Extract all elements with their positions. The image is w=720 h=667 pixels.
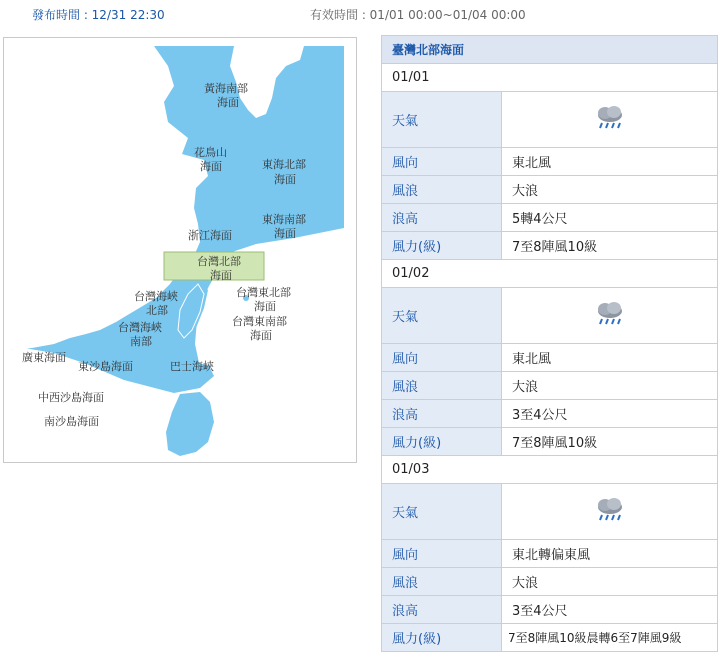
cloud-rain-icon	[593, 300, 627, 328]
sea-area-map	[3, 37, 357, 463]
map-label-yellow-sea-south-1: 黃海南部	[204, 82, 248, 95]
map-label-nansha: 南沙島海面	[44, 415, 99, 428]
weather-cell	[502, 92, 718, 148]
map-label-ecs-south-1: 東海南部	[262, 213, 306, 226]
valid-time: 有效時間 : 01/01 00:00~01/04 00:00	[310, 8, 526, 22]
map-label-strait-south-1: 台灣海峽	[118, 321, 162, 334]
weather-label: 天氣	[382, 484, 502, 540]
wind-force-label: 風力(級)	[382, 624, 502, 652]
wind-force-value: 7至8陣風10級	[502, 428, 718, 456]
map-label-bashi: 巴士海峽	[170, 360, 214, 373]
map-label-guangdong: 廣東海面	[22, 351, 66, 364]
header-bar	[0, 0, 720, 30]
map-label-tw-southeast-2: 海面	[250, 329, 272, 342]
map-label-huaniao-2: 海面	[200, 160, 222, 173]
map-label-dongsha: 東沙島海面	[78, 360, 133, 373]
wave-value: 大浪	[502, 372, 718, 400]
weather-cell	[502, 288, 718, 344]
wind-force-value: 7至8陣風10級晨轉6至7陣風9級	[502, 624, 718, 652]
day-date: 01/01	[382, 64, 718, 92]
map-label-strait-north-1: 台灣海峽	[134, 290, 178, 303]
forecast-table	[381, 35, 718, 652]
wave-label: 風浪	[382, 568, 502, 596]
wave-label: 風浪	[382, 372, 502, 400]
weather-label: 天氣	[382, 92, 502, 148]
map-label-tw-northeast-2: 海面	[254, 300, 276, 313]
map-label-tw-north-2: 海面	[210, 269, 232, 282]
map-label-tw-southeast-1: 台灣東南部	[232, 315, 287, 328]
day-date: 01/03	[382, 456, 718, 484]
wind-force-label: 風力(級)	[382, 428, 502, 456]
wind-dir-value: 東北轉偏東風	[502, 540, 718, 568]
wave-height-value: 3至4公尺	[502, 400, 718, 428]
map-label-tw-northeast-1: 台灣東北部	[236, 286, 291, 299]
weather-label: 天氣	[382, 288, 502, 344]
wind-dir-label: 風向	[382, 148, 502, 176]
wind-dir-value: 東北風	[502, 344, 718, 372]
map-label-ecs-north-2: 海面	[274, 173, 296, 186]
wave-height-value: 3至4公尺	[502, 596, 718, 624]
map-label-zhongxisha: 中西沙島海面	[38, 391, 104, 404]
map-label-tw-north-1: 台灣北部	[197, 255, 241, 268]
wave-height-label: 浪高	[382, 596, 502, 624]
wind-force-value: 7至8陣風10級	[502, 232, 718, 260]
wind-force-label: 風力(級)	[382, 232, 502, 260]
wave-height-label: 浪高	[382, 400, 502, 428]
map-label-strait-south-2: 南部	[130, 335, 152, 348]
wave-value: 大浪	[502, 176, 718, 204]
wind-dir-value: 東北風	[502, 148, 718, 176]
map-graphic	[4, 38, 356, 462]
publish-time: 發布時間 : 12/31 22:30	[32, 8, 165, 22]
map-label-yellow-sea-south-2: 海面	[217, 96, 239, 109]
weather-cell	[502, 484, 718, 540]
wave-height-value: 5轉4公尺	[502, 204, 718, 232]
wave-height-label: 浪高	[382, 204, 502, 232]
map-label-ecs-south-2: 海面	[274, 227, 296, 240]
map-label-ecs-north-1: 東海北部	[262, 158, 306, 171]
day-date: 01/02	[382, 260, 718, 288]
wave-label: 風浪	[382, 176, 502, 204]
wind-dir-label: 風向	[382, 540, 502, 568]
cloud-rain-icon	[593, 496, 627, 524]
wave-value: 大浪	[502, 568, 718, 596]
map-label-strait-north-2: 北部	[146, 304, 168, 317]
region-title: 臺灣北部海面	[382, 36, 718, 64]
map-label-zhejiang: 浙江海面	[188, 229, 232, 242]
map-label-huaniao-1: 花鳥山	[194, 146, 227, 159]
cloud-rain-icon	[593, 104, 627, 132]
wind-dir-label: 風向	[382, 344, 502, 372]
